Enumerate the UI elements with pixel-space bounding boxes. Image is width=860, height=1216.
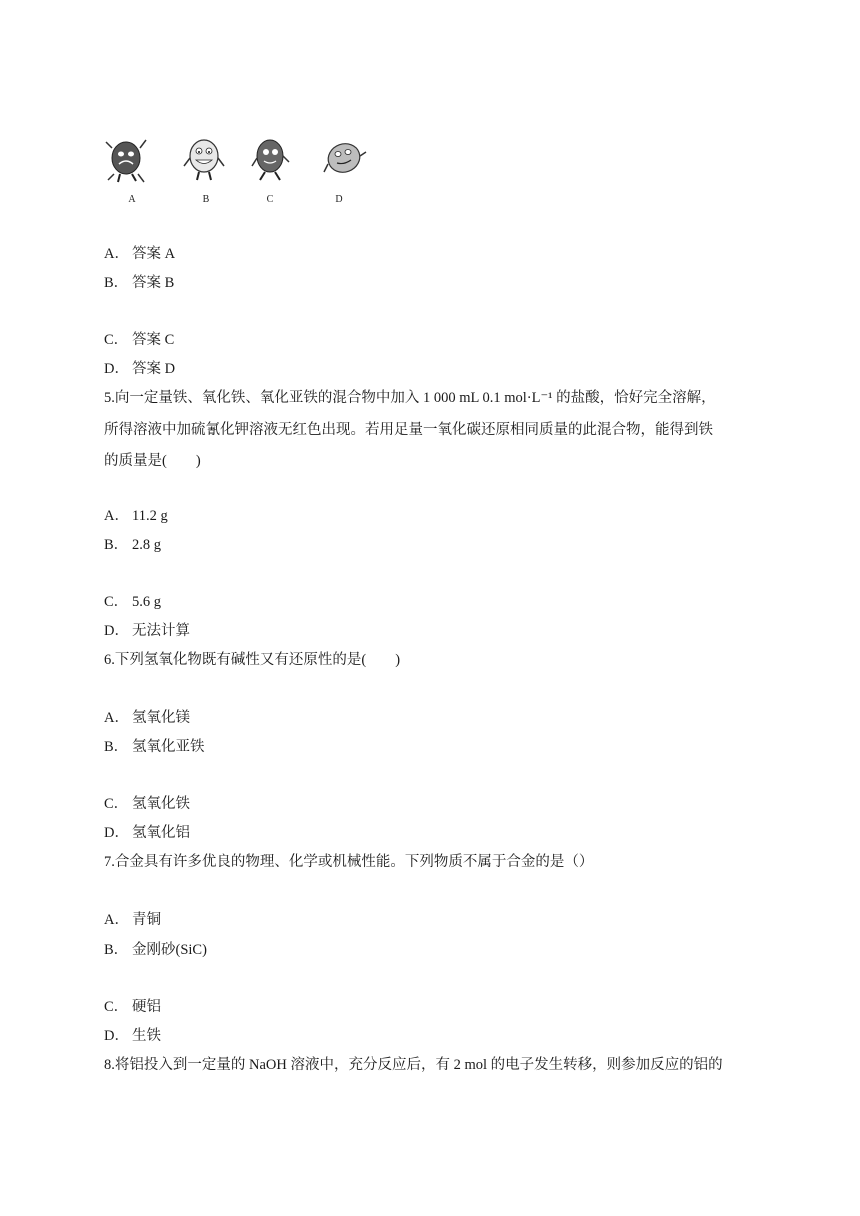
q6-stem-line-1: 6.下列氢氧化物既有碱性又有还原性的是( ) [104, 652, 401, 668]
cartoon-b [184, 140, 224, 180]
cartoon-d [324, 139, 366, 176]
option-letter: C． [104, 999, 129, 1015]
q6-option-c[interactable] [104, 794, 190, 814]
q5-option-b[interactable] [104, 535, 161, 555]
option-letter: A． [104, 246, 129, 262]
option-letter: C． [104, 796, 129, 812]
q5-option-d[interactable] [104, 621, 190, 641]
option-letter: A． [104, 508, 129, 524]
option-text: 5.6 g [132, 594, 161, 610]
option-letter: B． [104, 739, 129, 755]
figure-label-c: C [266, 194, 274, 205]
option-letter: D． [104, 361, 129, 377]
option-text: 生铁 [132, 1028, 161, 1044]
q6-option-a[interactable] [104, 708, 190, 728]
q7-option-a[interactable] [104, 910, 161, 930]
q8-stem-line-1: 8.将铝投入到一定量的 NaOH 溶液中，充分反应后，有 2 mol 的电子发生转移，则参加反应的铝的 [104, 1057, 723, 1073]
option-letter: D． [104, 623, 129, 639]
q4-option-c[interactable] [104, 330, 174, 350]
option-letter: C． [104, 594, 129, 610]
option-text: 青铜 [132, 912, 161, 928]
option-letter: A． [104, 710, 129, 726]
option-letter: D． [104, 1028, 129, 1044]
figure-label-b: B [202, 194, 210, 205]
option-letter: D． [104, 825, 129, 841]
q4-option-b[interactable] [104, 273, 174, 293]
option-text: 答案 C [132, 332, 175, 348]
option-text: 答案 A [132, 246, 176, 262]
q6-option-d[interactable] [104, 823, 190, 843]
cartoon-figure [104, 134, 374, 210]
q5-option-a[interactable] [104, 506, 168, 526]
figure-label-d: D [335, 194, 343, 205]
q5-option-c[interactable] [104, 592, 161, 612]
option-text: 无法计算 [132, 623, 190, 639]
option-letter: B． [104, 942, 129, 958]
option-letter: C． [104, 332, 129, 348]
q7-option-c[interactable] [104, 997, 161, 1017]
option-text: 2.8 g [132, 537, 161, 553]
cartoon-a [106, 140, 146, 182]
figure-label-a: A [128, 194, 136, 205]
cartoon-c [252, 140, 289, 180]
option-text: 金刚砂(SiC) [132, 942, 207, 958]
q4-option-d[interactable] [104, 359, 175, 379]
q4-option-a[interactable] [104, 244, 175, 264]
option-text: 氢氧化镁 [132, 710, 190, 726]
option-letter: B． [104, 275, 129, 291]
option-text: 氢氧化亚铁 [132, 739, 205, 755]
option-letter: B． [104, 537, 129, 553]
option-text: 11.2 g [132, 508, 168, 524]
option-text: 答案 B [132, 275, 175, 291]
option-text: 氢氧化铝 [132, 825, 190, 841]
q5-stem-line-1: 5.向一定量铁、氧化铁、氧化亚铁的混合物中加入 1 000 mL 0.1 mol·L⁻¹ 的盐酸，恰好完全溶解， [104, 390, 716, 406]
q7-option-b[interactable] [104, 940, 207, 960]
option-letter: A． [104, 912, 129, 928]
q7-stem-line-1: 7.合金具有许多优良的物理、化学或机械性能。下列物质不属于合金的是（） [104, 854, 594, 870]
q5-stem-line-2: 所得溶液中加硫氰化钾溶液无红色出现。若用足量一氧化碳还原相同质量的此混合物，能得到铁 [104, 422, 713, 438]
q5-stem-line-3: 的质量是( ) [104, 453, 201, 469]
q7-option-d[interactable] [104, 1026, 161, 1046]
option-text: 答案 D [132, 361, 176, 377]
option-text: 硬铝 [132, 999, 161, 1015]
q6-option-b[interactable] [104, 737, 205, 757]
option-text: 氢氧化铁 [132, 796, 190, 812]
